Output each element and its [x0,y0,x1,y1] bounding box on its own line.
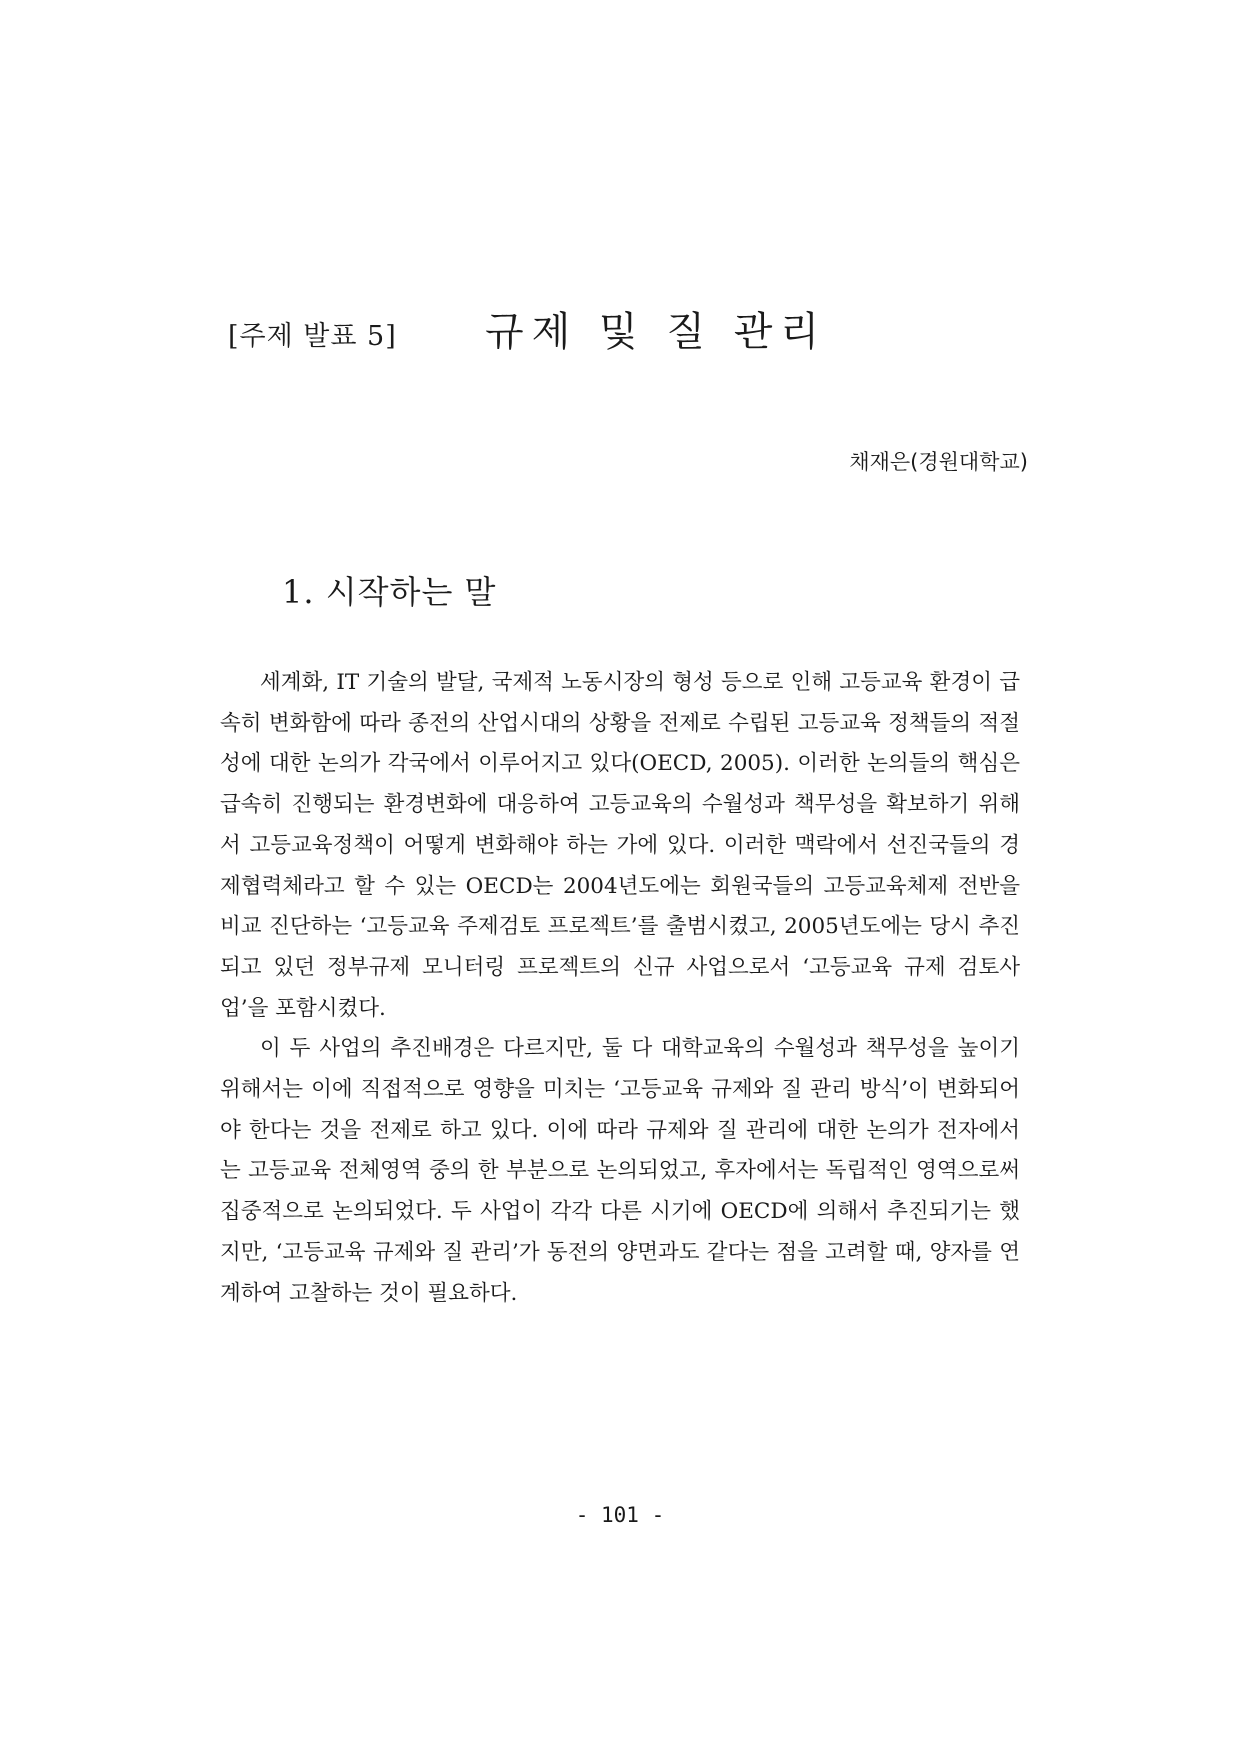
document-title: 규제 및 질 관리 [485,309,827,355]
presentation-label: [주제 발표 5] [228,321,397,352]
paragraph-2: 이 두 사업의 추진배경은 다르지만, 둘 다 대학교육의 수월성과 책무성을 높이기 위해서는 이에 직접적으로 영향을 미치는 ‘고등교육 규제와 질 관리 방식’이 변화되어야 한다는 것을 전제로 하고 있다. 이에 따라 규제와 질 관리에 대한 논의가 전자에서는 고등교육 전체영역 중의 한 부분으로 논의되었고, 후자에서는 독립적인 영역으로써 집중적으로 논의되었다. 두 사업이 각각 다른 시기에 OECD에 의해서 추진되기는 했지만, ‘고등교육 규제와 질 관리’가 동전의 양면과도 같다는 점을 고려할 때, 양자를 연계하여 고찰하는 것이 필요하다. [220,1036,1020,1306]
body-text [220,663,1020,1314]
paragraph-1: 세계화, IT 기술의 발달, 국제적 노동시장의 형성 등으로 인해 고등교육 환경이 급속히 변화함에 따라 종전의 산업시대의 상황을 전제로 수립된 고등교육 정책들의 적절성에 대한 논의가 각국에서 이루어지고 있다(OECD, 2005). 이러한 논의들의 핵심은 급속히 진행되는 환경변화에 대응하여 고등교육의 수월성과 책무성을 확보하기 위해서 고등교육정책이 어떻게 변화해야 하는 가에 있다. 이러한 맥락에서 선진국들의 경제협력체라고 할 수 있는 OECD는 2004년도에는 회원국들의 고등교육체제 전반을 비교 진단하는 ‘고등교육 주제검토 프로젝트’를 출범시켰고, 2005년도에는 당시 추진되고 있던 정부규제 모니터링 프로젝트의 신규 사업으로서 ‘고등교육 규제 검토사업’을 포함시켰다. [220,670,1020,1021]
author-affiliation: 채재은(경원대학교) [849,450,1028,474]
page-number: - 101 - [575,1503,665,1527]
section-heading: 1. 시작하는 말 [282,573,497,611]
title-row [228,300,1028,360]
